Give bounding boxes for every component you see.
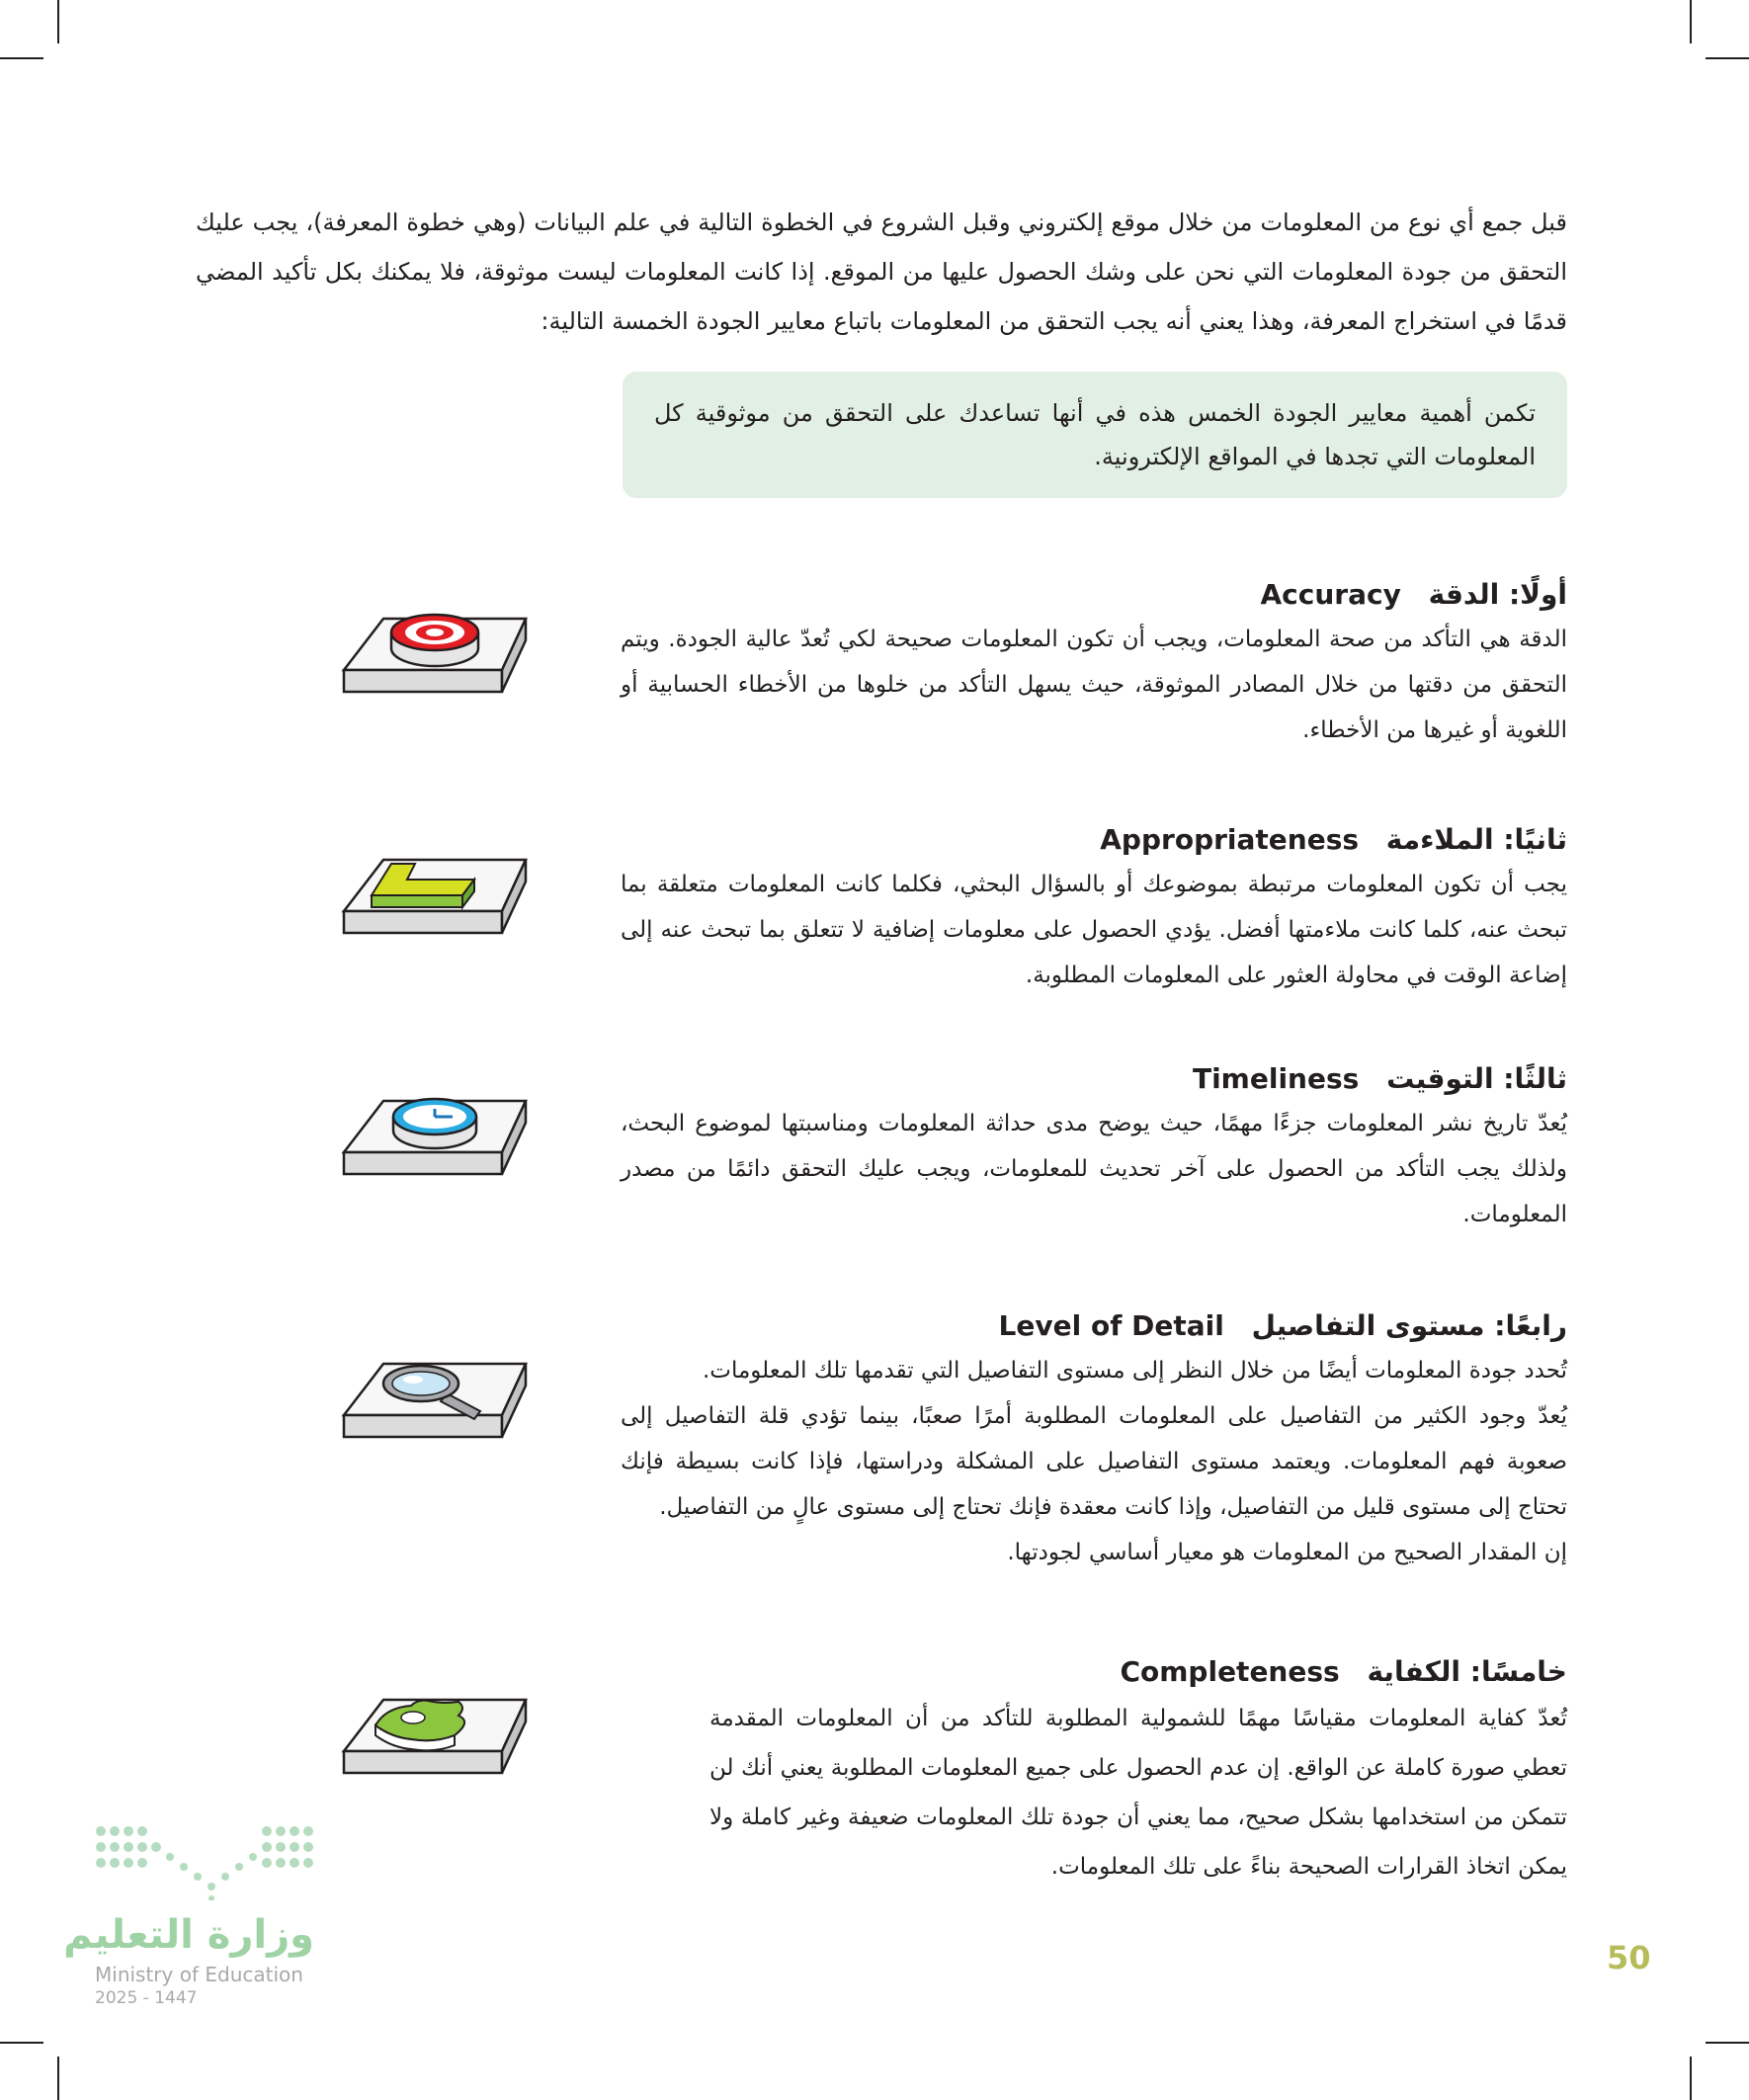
target-icon — [336, 605, 534, 733]
section-title-ar: رابعًا: مستوى التفاصيل — [1251, 1309, 1567, 1342]
section-paragraph: يُعدّ تاريخ نشر المعلومات جزءًا مهمًا، حيث يوضح مدى حداثة المعلومات ومناسبتها لموضوع البحث، ولذلك يجب التأكد من الحصول على آخر تحديث للمعلومات، ويجب عليك التحقق دائمًا من مصدر المعلومات. — [621, 1111, 1567, 1227]
crop-mark — [1706, 2042, 1749, 2044]
ministry-logo-icon — [95, 1823, 314, 1900]
section-title-ar: ثانيًا: الملاءمة — [1385, 823, 1567, 856]
section-heading — [621, 1650, 1567, 1694]
crop-mark — [0, 2042, 43, 2044]
puzzle-icon — [336, 1686, 534, 1814]
section-title-ar: ثالثًا: التوقيت — [1386, 1062, 1567, 1095]
section-heading — [621, 1304, 1567, 1348]
note-box — [623, 372, 1567, 498]
crop-mark — [1690, 2057, 1692, 2100]
ministry-year: 2025 - 1447 — [95, 1988, 198, 2008]
section-title-ar: أولًا: الدقة — [1428, 578, 1567, 611]
section-title-en: Level of Detail — [998, 1309, 1224, 1342]
section-accuracy — [621, 573, 1567, 753]
section-title-en: Timeliness — [1192, 1062, 1360, 1095]
section-timeliness — [621, 1057, 1567, 1237]
section-heading — [621, 818, 1567, 862]
section-title-ar: خامسًا: الكفاية — [1367, 1655, 1567, 1688]
ministry-name-ar: وزارة التعليم — [63, 1912, 314, 1958]
section-paragraph: إن المقدار الصحيح من المعلومات هو معيار أساسي لجودتها. — [1007, 1540, 1567, 1565]
section-level-of-detail — [621, 1304, 1567, 1575]
section-paragraph: يُعدّ وجود الكثير من التفاصيل على المعلومات المطلوبة أمرًا صعبًا، بينما تؤدي قلة التفاصيل إلى صعوبة فهم المعلومات. ويعتمد مستوى التفاصيل على المشكلة ودراستها، فإذا كانت بسيطة فإنك تحتاج إلى مستوى قليل من التفاصيل، وإذا كانت معقدة فإنك تحتاج إلى مستوى عالٍ من التفاصيل. — [621, 1403, 1567, 1520]
section-title-en: Accuracy — [1260, 578, 1401, 611]
crop-mark — [1706, 57, 1749, 59]
clock-icon — [336, 1087, 534, 1216]
section-completeness — [621, 1650, 1567, 1891]
magnifier-icon — [336, 1350, 534, 1478]
section-title-en: Completeness — [1120, 1655, 1340, 1688]
crop-mark — [0, 57, 43, 59]
section-heading — [621, 573, 1567, 617]
ministry-name-en: Ministry of Education — [95, 1963, 303, 1986]
section-paragraph: يجب أن تكون المعلومات مرتبطة بموضوعك أو بالسؤال البحثي، فكلما كانت المعلومات متعلقة بما تبحث عنه، كلما كانت ملاءمتها أفضل. يؤدي الحصول على معلومات إضافية لا تتعلق بما تبحث عنه إلى إضاعة الوقت في محاولة العثور على المعلومات المطلوبة. — [621, 872, 1567, 988]
section-paragraph: تُحدد جودة المعلومات أيضًا من خلال النظر إلى مستوى التفاصيل التي تقدمها تلك المعلومات. — [702, 1358, 1567, 1384]
section-paragraph: الدقة هي التأكد من صحة المعلومات، ويجب أن تكون المعلومات صحيحة لكي تُعدّ عالية الجودة. ويتم التحقق من دقتها من خلال المصادر الموثوقة، حيث يسهل التأكد من خلوها من الأخطاء الحسابية أو اللغوية أو غيرها من الأخطاء. — [621, 627, 1567, 743]
section-paragraph: تُعدّ كفاية المعلومات مقياسًا مهمًا للشمولية المطلوبة للتأكد من أن المعلومات المقدمة تعطي صورة كاملة عن الواقع. إن عدم الحصول على جميع المعلومات المطلوبة يعني أنك لن تتمكن من استخدامها بشكل صحيح، مما يعني أن جودة تلك المعلومات ضعيفة وغير كاملة ولا يمكن اتخاذ القرارات الصحيحة بناءً على تلك المعلومات. — [709, 1706, 1567, 1880]
page-number: 50 — [1607, 1939, 1651, 1976]
intro-paragraph: قبل جمع أي نوع من المعلومات من خلال موقع إلكتروني وقبل الشروع في الخطوة التالية في علم البيانات (وهي خطوة المعرفة)، يجب عليك التحقق من جودة المعلومات التي نحن على وشك الحصول عليها من الموقع. إذا كانت المعلومات ليست موثوقة، فلا يمكنك بكل تأكيد المضي قدمًا في استخراج المعرفة، وهذا يعني أنه يجب التحقق من المعلومات باتباع معايير الجودة الخمسة التالية: — [196, 209, 1567, 335]
section-title-en: Appropriateness — [1100, 823, 1360, 856]
crop-mark — [1690, 0, 1692, 43]
crop-mark — [57, 0, 59, 43]
section-appropriateness — [621, 818, 1567, 998]
note-text: تكمن أهمية معايير الجودة الخمس هذه في أنها تساعدك على التحقق من موثوقية كل المعلومات التي تجدها في المواقع الإلكترونية. — [654, 399, 1536, 470]
fit-block-icon — [336, 846, 534, 974]
crop-mark — [57, 2057, 59, 2100]
section-heading — [621, 1057, 1567, 1101]
